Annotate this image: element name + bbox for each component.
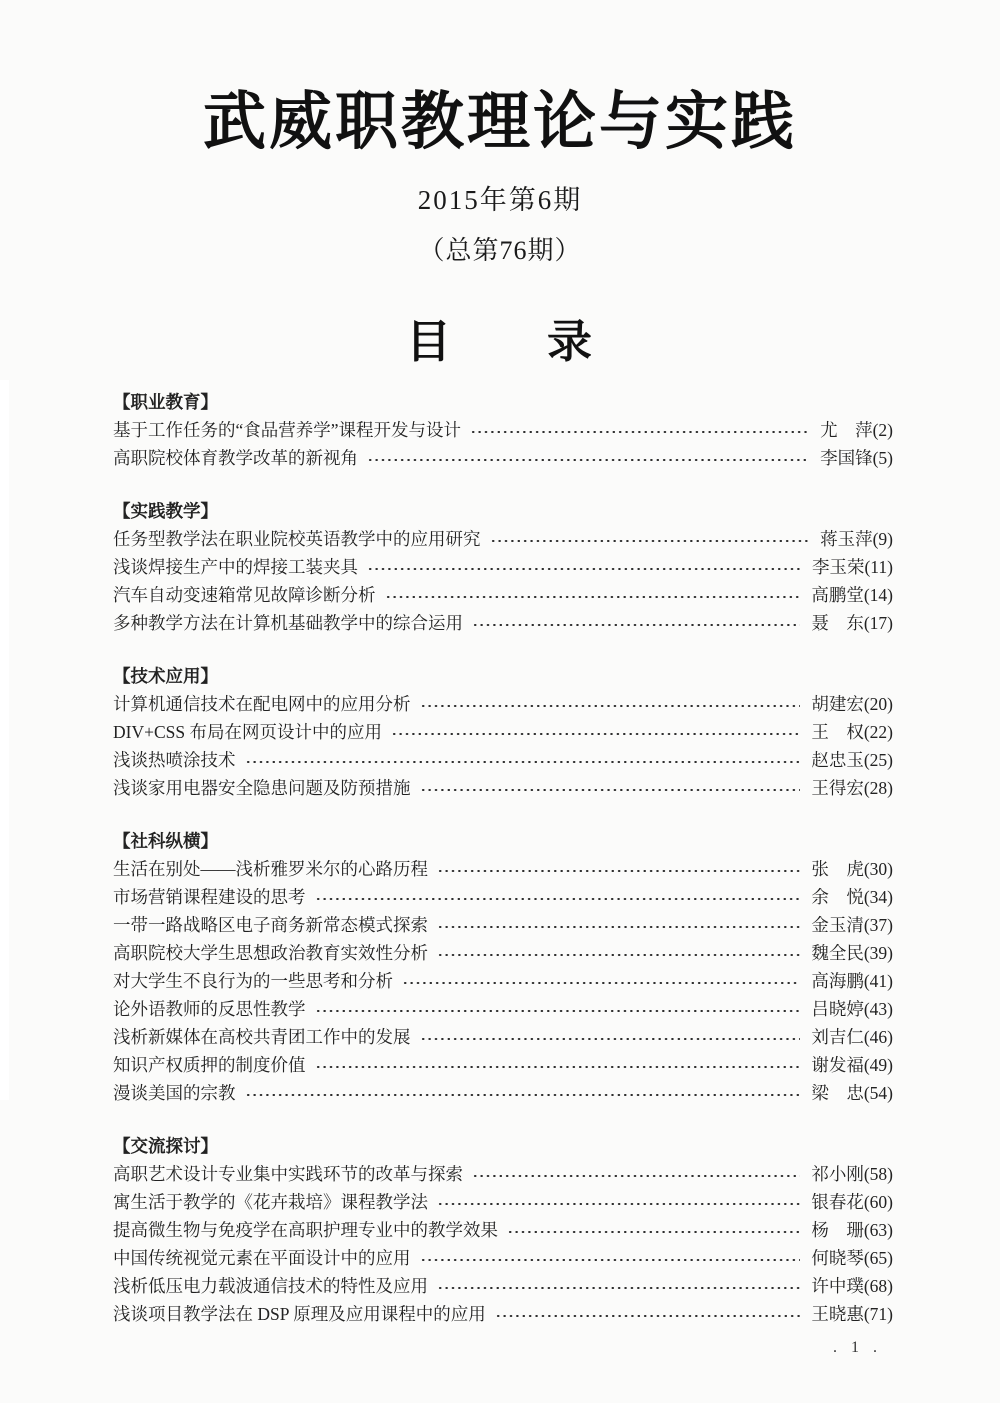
dot-leader (367, 444, 809, 472)
entry-title: 漫谈美国的宗教 (113, 1083, 236, 1103)
page-number: . 1 . (833, 1339, 882, 1356)
entry-author-page (811, 1188, 893, 1216)
entry-page: (39) (863, 943, 893, 963)
entry-author: 王晓惠 (811, 1304, 864, 1324)
dot-leader (437, 939, 800, 967)
entry-title: 汽车自动变速箱常见故障诊断分析 (113, 585, 376, 605)
entry-title: 提高微生物与免疫学在高职护理专业中的教学效果 (113, 1220, 498, 1240)
toc-entry (113, 883, 893, 911)
toc-entry (113, 444, 893, 472)
entry-title: 对大学生不良行为的一些思考和分析 (113, 971, 393, 991)
toc-entry (113, 609, 893, 637)
toc-section (113, 1132, 893, 1328)
entry-author: 吕晓婷 (811, 999, 864, 1019)
section-header: 【实践教学】 (113, 501, 218, 521)
dot-leader (472, 1160, 800, 1188)
entry-page: (25) (863, 750, 893, 770)
entry-author-page (811, 1244, 893, 1272)
entry-author: 何晓琴 (811, 1248, 864, 1268)
toc-section (113, 388, 893, 472)
entry-author: 高鹏堂 (811, 585, 864, 605)
entry-author-page (811, 1023, 893, 1051)
entry-page: (14) (863, 585, 893, 605)
toc-entry (113, 939, 893, 967)
entry-author-page (811, 609, 893, 637)
entry-title: DIV+CSS 布局在网页设计中的应用 (113, 722, 382, 742)
entry-author-page (811, 939, 893, 967)
entry-title: 市场营销课程建设的思考 (113, 887, 306, 907)
entry-page: (30) (863, 859, 893, 879)
toc-entry (113, 1216, 893, 1244)
entry-page: (17) (863, 613, 893, 633)
entry-page: (58) (863, 1164, 893, 1184)
section-header: 【交流探讨】 (113, 1136, 218, 1156)
entry-title: 浅谈家用电器安全隐患问题及防预措施 (113, 778, 411, 798)
entry-author-page (811, 1051, 893, 1079)
entry-author: 张 虎 (811, 859, 864, 879)
scan-edge-artifact (0, 380, 9, 1100)
section-header: 【社科纵横】 (113, 831, 218, 851)
dot-leader (315, 883, 801, 911)
entry-author-page (811, 1300, 893, 1328)
dot-leader (391, 718, 800, 746)
entry-title: 高职院校体育教学改革的新视角 (113, 448, 358, 468)
entry-page: (20) (863, 694, 893, 714)
entry-title: 中国传统视觉元素在平面设计中的应用 (113, 1248, 411, 1268)
entry-author: 刘吉仁 (811, 1027, 864, 1047)
journal-title: 武威职教理论与实践 (203, 87, 797, 157)
entry-page: (5) (872, 448, 893, 468)
entry-author: 魏全民 (811, 943, 864, 963)
toc-entry (113, 525, 893, 553)
section-header: 【职业教育】 (113, 392, 218, 412)
dot-leader (420, 1023, 801, 1051)
entry-author-page (811, 911, 893, 939)
dot-leader (472, 609, 800, 637)
entry-page: (43) (863, 999, 893, 1019)
dot-leader (315, 995, 801, 1023)
entry-title: 一带一路战略区电子商务新常态模式探索 (113, 915, 428, 935)
dot-leader (385, 581, 801, 609)
entry-author: 杨 珊 (811, 1220, 864, 1240)
dot-leader (420, 1244, 801, 1272)
entry-title: 计算机通信技术在配电网中的应用分析 (113, 694, 411, 714)
entry-author-page (811, 718, 893, 746)
entry-author: 许中璞 (811, 1276, 864, 1296)
toc-entry (113, 855, 893, 883)
toc-entry (113, 718, 893, 746)
entry-title: 论外语教师的反思性教学 (113, 999, 306, 1019)
entry-author: 赵忠玉 (811, 750, 864, 770)
toc-entry (113, 1244, 893, 1272)
entry-author-page (811, 855, 893, 883)
entry-page: (46) (863, 1027, 893, 1047)
entry-author-page (811, 690, 893, 718)
toc-entry (113, 1272, 893, 1300)
dot-leader (245, 1079, 801, 1107)
entry-title: 高职院校大学生思想政治教育实效性分析 (113, 943, 428, 963)
entry-author-page (811, 883, 893, 911)
toc-entry (113, 553, 893, 581)
dot-leader (490, 525, 810, 553)
entry-title: 寓生活于教学的《花卉栽培》课程教学法 (113, 1192, 428, 1212)
entry-page: (71) (863, 1304, 893, 1324)
dot-leader (420, 774, 801, 802)
entry-author: 李玉荣 (811, 557, 865, 577)
entry-author: 尤 萍 (820, 420, 873, 440)
toc-list (113, 388, 893, 1353)
toc-entry (113, 746, 893, 774)
entry-page: (54) (863, 1083, 893, 1103)
entry-author: 余 悦 (811, 887, 864, 907)
entry-page: (9) (872, 529, 893, 549)
toc-entry (113, 416, 893, 444)
toc-section (113, 662, 893, 802)
entry-author: 银春花 (811, 1192, 864, 1212)
entry-title: 基于工作任务的“食品营养学”课程开发与设计 (113, 420, 462, 440)
entry-author: 蒋玉萍 (820, 529, 873, 549)
toc-section (113, 497, 893, 637)
issue-line: 2015年第6期 (417, 184, 583, 215)
entry-title: 高职艺术设计专业集中实践环节的改革与探索 (113, 1164, 463, 1184)
dot-leader (402, 967, 800, 995)
entry-title: 多种教学方法在计算机基础教学中的综合运用 (113, 613, 463, 633)
entry-author-page (811, 581, 893, 609)
entry-title: 浅谈热喷涂技术 (113, 750, 236, 770)
entry-author: 梁 忠 (811, 1083, 864, 1103)
toc-entry (113, 774, 893, 802)
toc-title: 目 录 (405, 316, 594, 367)
dot-leader (367, 553, 801, 581)
entry-author-page (811, 1272, 893, 1300)
entry-page: (2) (872, 420, 893, 440)
entry-title: 浅谈项目教学法在 DSP 原理及应用课程中的应用 (113, 1304, 486, 1324)
entry-author-page (811, 1160, 893, 1188)
entry-title: 浅析低压电力载波通信技术的特性及应用 (113, 1276, 428, 1296)
entry-page: (60) (863, 1192, 893, 1212)
toc-entry (113, 1160, 893, 1188)
toc-entry (113, 581, 893, 609)
dot-leader (437, 1272, 800, 1300)
entry-author: 李国锋 (820, 448, 873, 468)
dot-leader (470, 416, 809, 444)
dot-leader (495, 1300, 801, 1328)
entry-page: (37) (863, 915, 893, 935)
toc-entry (113, 967, 893, 995)
entry-author: 王 权 (811, 722, 864, 742)
entry-author-page (811, 746, 893, 774)
entry-author-page (820, 444, 893, 472)
toc-entry (113, 995, 893, 1023)
entry-author-page (820, 525, 893, 553)
dot-leader (420, 690, 801, 718)
toc-entry (113, 911, 893, 939)
entry-author: 谢发福 (811, 1055, 864, 1075)
toc-entry (113, 1023, 893, 1051)
dot-leader (437, 911, 800, 939)
dot-leader (245, 746, 801, 774)
entry-author-page (811, 774, 893, 802)
entry-author-page (811, 1079, 893, 1107)
entry-page: (22) (863, 722, 893, 742)
volume-line: （总第76期） (418, 235, 582, 265)
entry-title: 浅谈焊接生产中的焊接工装夹具 (113, 557, 358, 577)
entry-author-page (811, 995, 893, 1023)
entry-author-page (811, 1216, 893, 1244)
entry-author-page (812, 553, 893, 581)
entry-page: (49) (863, 1055, 893, 1075)
entry-title: 浅析新媒体在高校共青团工作中的发展 (113, 1027, 411, 1047)
dot-leader (315, 1051, 801, 1079)
toc-entry (113, 690, 893, 718)
toc-entry (113, 1051, 893, 1079)
entry-page: (28) (863, 778, 893, 798)
entry-author-page (820, 416, 893, 444)
entry-page: (65) (863, 1248, 893, 1268)
entry-author: 高海鹏 (811, 971, 864, 991)
entry-page: (63) (863, 1220, 893, 1240)
entry-page: (68) (863, 1276, 893, 1296)
toc-section (113, 827, 893, 1107)
entry-author-page (811, 967, 893, 995)
entry-title: 生活在别处——浅析雅罗米尔的心路历程 (113, 859, 428, 879)
entry-author: 胡建宏 (811, 694, 864, 714)
entry-page: (11) (864, 557, 893, 577)
section-header: 【技术应用】 (113, 666, 218, 686)
dot-leader (507, 1216, 800, 1244)
entry-author: 聂 东 (811, 613, 864, 633)
toc-entry (113, 1300, 893, 1328)
entry-page: (41) (863, 971, 893, 991)
entry-author: 金玉清 (811, 915, 864, 935)
toc-entry (113, 1079, 893, 1107)
entry-title: 任务型教学法在职业院校英语教学中的应用研究 (113, 529, 481, 549)
dot-leader (437, 1188, 800, 1216)
entry-title: 知识产权质押的制度价值 (113, 1055, 306, 1075)
dot-leader (437, 855, 800, 883)
entry-author: 王得宏 (811, 778, 864, 798)
entry-page: (34) (863, 887, 893, 907)
entry-author: 祁小刚 (811, 1164, 864, 1184)
toc-entry (113, 1188, 893, 1216)
